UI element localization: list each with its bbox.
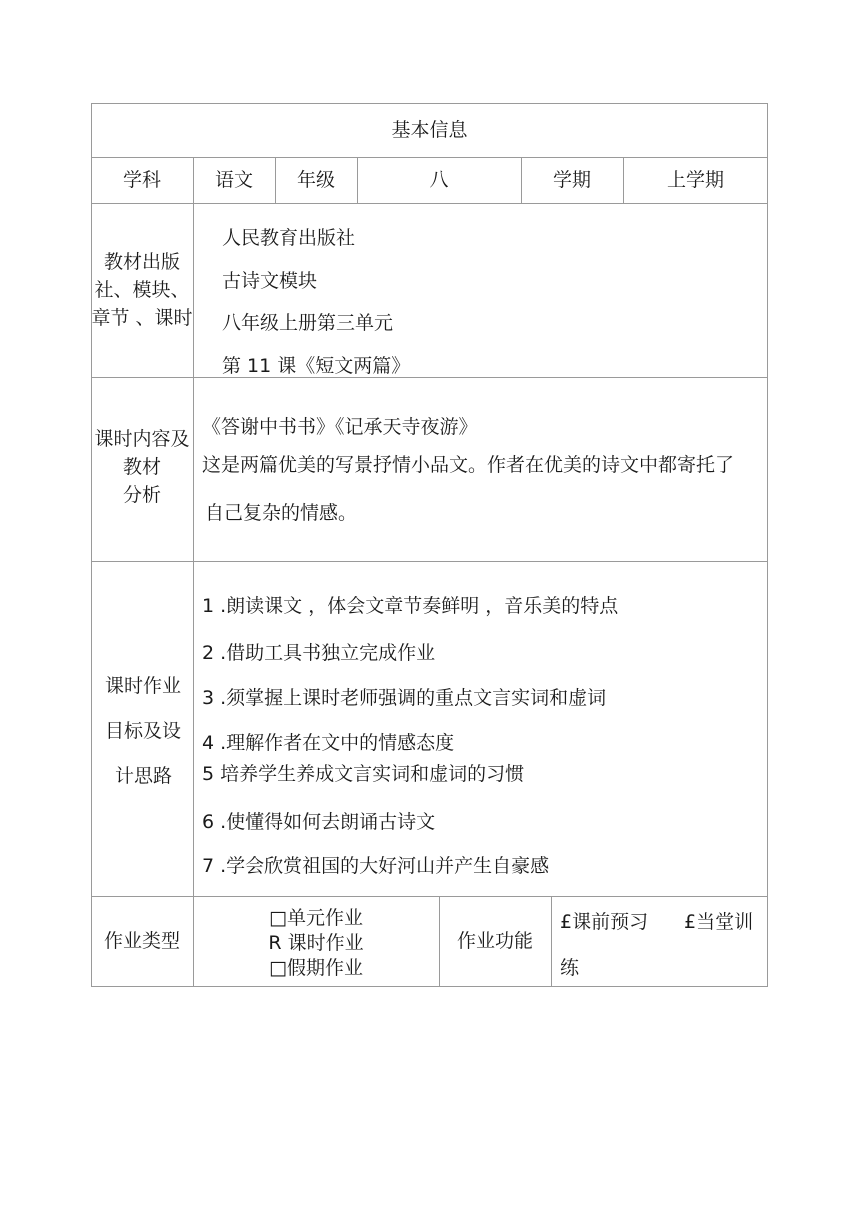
goals-label-line: 目标及设 bbox=[105, 720, 182, 742]
homework-type-option[interactable]: □单元作业 bbox=[269, 906, 363, 929]
content-text-line: 自己复杂的情感。 bbox=[205, 502, 358, 524]
term-label: 学期 bbox=[552, 169, 591, 191]
content-text-line: 这是两篇优美的写景抒情小品文。作者在优美的诗文中都寄托了 bbox=[202, 454, 735, 476]
goal-item: 5 培养学生养成文言实词和虚词的习惯 bbox=[202, 763, 525, 785]
subject-value: 语文 bbox=[214, 169, 253, 191]
homework-type-options bbox=[193, 903, 439, 983]
goal-item: 3 .须掌握上课时老师强调的重点文言实词和虚词 bbox=[202, 687, 607, 709]
homework-type-option[interactable]: R 课时作业 bbox=[268, 931, 364, 954]
textbook-label bbox=[91, 203, 193, 377]
content-title: 《答谢中书书》《记承天寺夜游》 bbox=[202, 416, 478, 438]
unit-text: 八年级上册第三单元 bbox=[222, 312, 394, 334]
content-label bbox=[91, 403, 193, 531]
term-value: 上学期 bbox=[666, 169, 724, 191]
content-label-line: 课时内容及 bbox=[94, 428, 190, 450]
column-divider bbox=[551, 896, 552, 987]
column-divider bbox=[193, 157, 194, 987]
content-label-line: 分析 bbox=[122, 484, 161, 506]
table-title: 基本信息 bbox=[391, 119, 468, 141]
goal-item: 4 .理解作者在文中的情感态度 bbox=[202, 732, 455, 754]
grade-value: 八 bbox=[429, 169, 449, 191]
textbook-label-line: 社、模块、 bbox=[94, 279, 190, 301]
table-border-right bbox=[767, 103, 768, 987]
homework-function-option-wrap: 练 bbox=[560, 957, 580, 979]
goals-label-line: 计思路 bbox=[115, 765, 173, 787]
publisher-text: 人民教育出版社 bbox=[222, 227, 356, 249]
textbook-label-line: 章节 、课时 bbox=[91, 307, 193, 329]
lesson-text: 第 11 课《短文两篇》 bbox=[222, 355, 411, 377]
goal-item: 6 .使懂得如何去朗诵古诗文 bbox=[202, 811, 436, 833]
content-label-line: 教材 bbox=[122, 456, 161, 478]
homework-type-label: 作业类型 bbox=[103, 930, 180, 952]
goals-label-line: 课时作业 bbox=[105, 675, 182, 697]
module-text: 古诗文模块 bbox=[222, 270, 318, 292]
subject-label: 学科 bbox=[122, 169, 161, 191]
grade-label: 年级 bbox=[296, 169, 335, 191]
textbook-label-line: 教材出版 bbox=[103, 251, 180, 273]
goal-item: 7 .学会欣赏祖国的大好河山并产生自豪感 bbox=[202, 855, 550, 877]
homework-function-option[interactable]: £当堂训 bbox=[684, 911, 754, 933]
goal-item: 2 .借助工具书独立完成作业 bbox=[202, 642, 436, 664]
homework-function-label: 作业功能 bbox=[456, 930, 533, 952]
basic-info-table bbox=[91, 103, 768, 987]
homework-type-option[interactable]: □假期作业 bbox=[269, 956, 363, 979]
goal-item: 1 .朗读课文 ，体会文章节奏鲜明 ，音乐美的特点 bbox=[202, 595, 619, 617]
homework-function-option[interactable]: £课前预习 bbox=[560, 911, 649, 933]
